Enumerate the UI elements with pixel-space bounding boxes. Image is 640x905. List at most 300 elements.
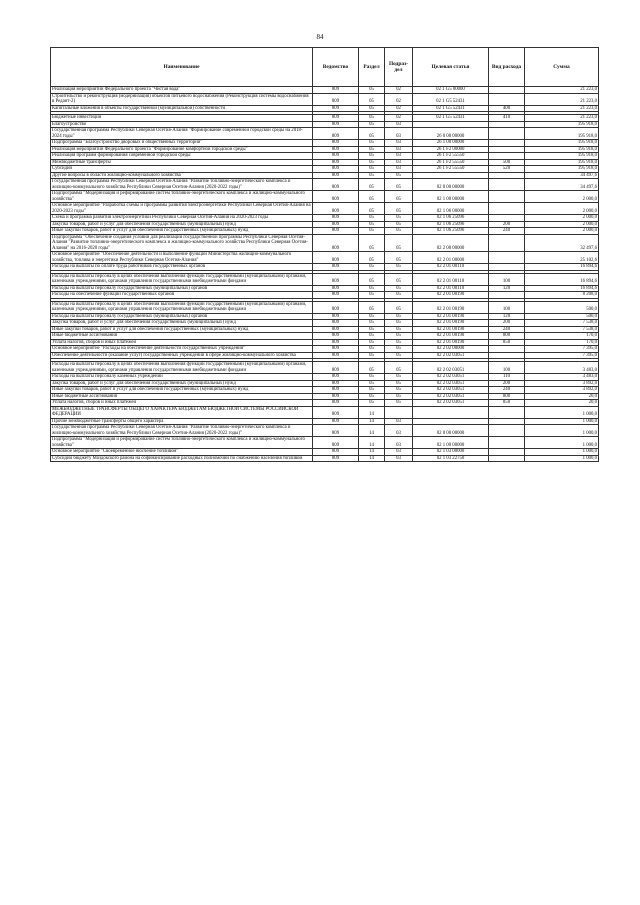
row-target: 02 1 00 00000 [413,191,489,203]
row-dept: 809 [313,425,359,437]
row-sum: 3 892,0 [525,387,599,394]
header-target: Целевая статья [413,48,489,87]
row-target: 02 1 06 25096 [413,215,489,222]
row-sum: 3 483,0 [525,362,599,374]
row-sum: 195 918,0 [525,128,599,140]
row-sum: 1 000,0 [525,449,599,456]
header-sum: Сумма [525,48,599,87]
row-name: Прочие межбюджетные трансферты общего характера [51,418,313,425]
table-row [51,425,599,437]
row-target: 02 2 02 03051 [413,352,489,359]
row-target: 02 2 01 00190 [413,326,489,333]
row-name: Основное мероприятие "Обеспечение деятельности и выполнение функций Министерства жилищно-коммунального хозяйства, топлива и энергетики Республики Северная Осетия-Алания" [51,252,313,264]
row-sum: 16 894,6 [525,273,599,285]
page-number: 84 [316,33,324,41]
row-exptype [489,179,525,191]
row-name: Благоустройство [51,121,313,128]
row-section: 05 [359,301,385,313]
row-dept: 809 [313,115,359,122]
row-sum: 3 892,0 [525,380,599,387]
row-target: 02 1 06 25096 [413,228,489,235]
row-sum: 1 000,0 [525,406,599,418]
row-dept: 809 [313,320,359,327]
row-section: 05 [359,264,385,271]
row-dept: 809 [313,172,359,179]
row-exptype: 100 [489,301,525,313]
row-subsection: 03 [385,121,413,128]
row-subsection: 05 [385,252,413,264]
row-subsection: 03 [385,166,413,173]
row-subsection: 03 [385,455,413,462]
row-dept: 809 [313,203,359,215]
row-section: 05 [359,352,385,359]
row-name: Иные бюджетные ассигнования [51,333,313,340]
row-section: 05 [359,140,385,147]
row-dept: 809 [313,146,359,153]
row-section: 14 [359,418,385,425]
row-section: 05 [359,153,385,160]
table-row [51,179,599,191]
row-exptype: 200 [489,320,525,327]
row-exptype [489,234,525,252]
table-row [51,455,599,462]
row-target: 02 1 03 22750 [413,455,489,462]
row-name: Схема и программа развития электроэнергетики Республики Северная Осетия-Алания на 2020-2023 годы [51,215,313,222]
row-dept: 809 [313,121,359,128]
row-exptype: 410 [489,115,525,122]
row-subsection: 05 [385,362,413,374]
row-section: 05 [359,179,385,191]
row-section: 05 [359,191,385,203]
row-sum: 195 918,0 [525,153,599,160]
row-section: 05 [359,346,385,353]
row-name: Расходы на выплаты персоналу государственных (муниципальных) органов [51,313,313,320]
row-dept: 809 [313,228,359,235]
table-body [51,87,599,462]
row-sum: 195 918,0 [525,159,599,166]
row-subsection: 05 [385,320,413,327]
row-dept: 809 [313,301,359,313]
row-name: Основное мероприятие "Своевременное нюсчение топливом" [51,449,313,456]
row-section: 05 [359,273,385,285]
row-subsection: 03 [385,159,413,166]
row-sum: 7 395,0 [525,352,599,359]
row-section: 05 [359,215,385,222]
row-subsection: 05 [385,292,413,299]
row-name: Расходы на выплаты персоналу в целях обеспечения выполнения функций государственными (муниципальными) органами, казенными учреждениями, органами управления государственными внебюджетными фондами [51,362,313,374]
row-dept: 809 [313,128,359,140]
row-exptype: 100 [489,273,525,285]
row-name: Уплата налогов, сборов и иных платежей [51,400,313,407]
row-sum: 2 000,0 [525,203,599,215]
row-subsection: 03 [385,418,413,425]
row-target: 02 1 G5 00000 [413,87,489,94]
row-dept: 809 [313,449,359,456]
row-name: Бюджетные инвестиции [51,115,313,122]
row-target: 02 2 00 00000 [413,234,489,252]
row-subsection: 05 [385,179,413,191]
row-name: Капитальные вложения в объекты государственной (муниципальной) собственности [51,105,313,112]
row-name: Подпрограмма "Благоустройство дворовых и общественных территорий" [51,140,313,147]
row-section: 05 [359,159,385,166]
row-name: Иные закупки товаров, работ и услуг для обеспечения государственных (муниципальных) нужд [51,228,313,235]
row-sum: 3 483,0 [525,374,599,381]
row-sum: 1 000,0 [525,437,599,449]
row-section: 05 [359,87,385,94]
table-row [51,234,599,252]
row-subsection: 05 [385,374,413,381]
row-dept: 809 [313,285,359,292]
row-exptype: 100 [489,362,525,374]
row-subsection: 03 [385,140,413,147]
row-sum: 195 918,0 [525,140,599,147]
row-subsection: 05 [385,172,413,179]
row-section: 05 [359,387,385,394]
row-section: 14 [359,455,385,462]
header-exptype: Вид расхода [489,48,525,87]
row-target: 26 1 F2 55550 [413,153,489,160]
row-sum: 21 223,0 [525,87,599,94]
row-sum: 1 000,0 [525,418,599,425]
row-subsection: 05 [385,326,413,333]
row-sum: 7 538,0 [525,320,599,327]
row-sum: 7 395,0 [525,346,599,353]
row-section: 05 [359,172,385,179]
row-dept: 809 [313,326,359,333]
row-exptype [489,425,525,437]
row-subsection: 05 [385,313,413,320]
row-sum: 20,0 [525,393,599,400]
row-exptype [489,437,525,449]
row-target: 02 2 01 00110 [413,273,489,285]
row-sum: 2 000,0 [525,221,599,228]
row-dept: 809 [313,105,359,112]
row-section: 14 [359,425,385,437]
row-name: Иные закупки товаров, работ и услуг для обеспечения государственных (муниципальных) нужд [51,387,313,394]
row-dept: 809 [313,406,359,418]
row-subsection: 05 [385,301,413,313]
row-section: 05 [359,400,385,407]
row-target: 26 0 00 00000 [413,128,489,140]
row-dept: 809 [313,252,359,264]
row-exptype [489,128,525,140]
row-dept: 809 [313,166,359,173]
row-sum: 2 000,0 [525,228,599,235]
row-exptype: 800 [489,333,525,340]
row-section: 05 [359,313,385,320]
row-sum: 25 102,6 [525,252,599,264]
row-section: 05 [359,320,385,327]
row-exptype: 400 [489,105,525,112]
budget-table [50,47,599,462]
row-target: 02 2 01 00190 [413,292,489,299]
row-sum: 2 000,0 [525,191,599,203]
row-section: 05 [359,93,385,105]
row-dept: 809 [313,273,359,285]
row-target: 02 1 G5 52431 [413,105,489,112]
row-sum: 195 918,0 [525,146,599,153]
row-sum: 170,0 [525,333,599,340]
row-target: 02 1 03 00000 [413,449,489,456]
row-section: 05 [359,292,385,299]
row-sum: 34 497,6 [525,179,599,191]
row-exptype: 240 [489,228,525,235]
row-exptype: 110 [489,374,525,381]
row-section: 05 [359,362,385,374]
row-exptype: 120 [489,313,525,320]
row-subsection: 05 [385,352,413,359]
row-dept: 809 [313,215,359,222]
row-section: 05 [359,128,385,140]
row-subsection: 05 [385,228,413,235]
row-name: Расходы на выплаты персоналу в целях обеспечения выполнения функций государственными (муниципальными) органами, казенными учреждениями, органами управления государственными внебюджетными фондами [51,301,313,313]
row-section: 05 [359,380,385,387]
row-dept: 809 [313,437,359,449]
table-row [51,252,599,264]
row-name: Уплата налогов, сборов и иных платежей [51,339,313,346]
row-sum: 1 000,0 [525,425,599,437]
row-exptype: 120 [489,285,525,292]
row-exptype [489,455,525,462]
row-section: 05 [359,203,385,215]
table-row [51,273,599,285]
row-subsection: 02 [385,93,413,105]
row-name: Реализация мероприятий Федерального проекта "Чистая вода" [51,87,313,94]
row-target: 02 2 02 03051 [413,380,489,387]
row-subsection: 05 [385,380,413,387]
row-name: Реализация мероприятий Федерального проекта "Формирование комфортной городской среды" [51,146,313,153]
row-name: Строительство и реконструкция (модернизация) объектов питьевого водоснабжения (Реконструкция системы водоснабжения в Редант-2) [51,93,313,105]
row-target: 02 2 01 00190 [413,301,489,313]
row-exptype: 240 [489,387,525,394]
row-dept: 809 [313,140,359,147]
row-name: Основное мероприятие "Разработка схемы и программы развития электроэнергетики Республики Северная Осетия-Алания на 2020-2023 годы" [52,203,311,214]
row-dept: 809 [313,93,359,105]
row-subsection: 05 [385,400,413,407]
row-dept: 809 [313,333,359,340]
row-sum: 16 894,6 [525,264,599,271]
header-subsection: Подраз-дел [385,48,413,87]
row-section: 14 [359,437,385,449]
row-subsection: 02 [385,87,413,94]
row-section: 05 [359,393,385,400]
header-name: Наименование [51,48,313,87]
row-section: 05 [359,121,385,128]
row-dept: 809 [313,393,359,400]
row-sum: 21 223,0 [525,93,599,105]
row-exptype: 520 [489,166,525,173]
row-target: 02 1 G5 52431 [413,115,489,122]
row-exptype [489,191,525,203]
row-dept: 809 [313,191,359,203]
row-name: Государственная программа Республики Северная Осетия-Алания "Развитие топливно-энергетического комплекса и жилищно-коммунального хозяйства Республики Северная Осетия-Алания (2020-2022 годы)" [51,425,313,437]
row-name: Государственная программа Республики Северная Осетия-Алания "Развитие топливно-энергетического комплекса и жилищно-коммунального хозяйства Республики Северная Осетия-Алания (2020-2022 годы)" [51,179,313,191]
row-exptype: 800 [489,393,525,400]
row-dept: 809 [313,418,359,425]
row-dept: 809 [313,362,359,374]
row-target: 02 2 01 00000 [413,252,489,264]
row-sum: 195 918,0 [525,121,599,128]
row-name: Межбюджетные трансферты [51,159,313,166]
row-sum: 20,0 [525,400,599,407]
row-dept: 809 [313,339,359,346]
row-subsection: 02 [385,115,413,122]
row-subsection: 05 [385,339,413,346]
row-name: Подпрограмма "Обеспечение создания условий для реализации государственной программы Республики Северная Осетия-Алания "Развитие топливно-энергетического комплекса и жилищно-коммунального хозяйства Республики Северная Осетия-Алания" на 2016-2020 годы" [51,234,313,252]
row-subsection: 05 [385,264,413,271]
row-target: 02 1 G5 52431 [413,93,489,105]
row-target: 02 2 01 00190 [413,313,489,320]
row-section: 05 [359,228,385,235]
row-dept: 809 [313,221,359,228]
table-row [51,437,599,449]
row-dept: 809 [313,153,359,160]
row-name: Обеспечение деятельности (оказание услуг) государственных учреждений в сфере жилищно-коммунального хозяйства [51,352,313,359]
row-dept: 809 [313,400,359,407]
row-subsection: 05 [385,346,413,353]
row-section: 05 [359,234,385,252]
row-exptype: 850 [489,339,525,346]
row-target: 02 2 02 03051 [413,387,489,394]
row-target: 02 2 02 00000 [413,346,489,353]
row-sum: 1 000,0 [525,455,599,462]
row-target: 02 2 02 03051 [413,374,489,381]
row-target: 02 2 02 03051 [413,362,489,374]
row-exptype: 850 [489,400,525,407]
row-target: 26 1 F2 55550 [413,159,489,166]
table-row [51,301,599,313]
row-target: 02 0 00 00000 [413,425,489,437]
row-subsection: 05 [385,221,413,228]
row-sum: 7 538,0 [525,326,599,333]
row-target: 02 2 01 00110 [413,264,489,271]
row-section: 14 [359,406,385,418]
row-section: 05 [359,285,385,292]
row-name: Расходы на выплаты персоналу в целях обеспечения выполнения функций государственными (муниципальными) органами, казенными учреждениями, органами управления государственными внебюджетными фондами [51,273,313,285]
row-sum: 8 208,0 [525,292,599,299]
row-dept: 809 [313,179,359,191]
row-subsection: 03 [385,128,413,140]
row-name: Расходы на обеспечение функций государственных органов [51,292,313,299]
row-name: Основное мероприятие "Расходы на обеспечение деятельности государственных учреждений" [51,346,313,353]
row-name: Закупка товаров, работ и услуг для обеспечения государственных (муниципальных) нужд [51,320,313,327]
row-exptype [489,252,525,264]
row-section: 05 [359,105,385,112]
row-name: Расходы на выплаты по оплате труда работников государственных органов [51,264,313,271]
row-subsection: 05 [385,393,413,400]
table-row [51,203,599,215]
row-exptype [489,93,525,105]
row-section: 05 [359,339,385,346]
row-subsection: 05 [385,273,413,285]
header-row [51,48,599,87]
row-section: 05 [359,326,385,333]
row-subsection: 05 [385,333,413,340]
row-sum: 170,0 [525,339,599,346]
row-dept: 809 [313,387,359,394]
row-sum: 2 000,0 [525,215,599,222]
row-name: Расходы на выплаты персоналу государственных (муниципальных) органов [51,285,313,292]
row-section: 05 [359,166,385,173]
table-row [51,93,599,105]
row-exptype: 200 [489,380,525,387]
table-row [51,362,599,374]
row-dept: 809 [313,87,359,94]
table-row [51,191,599,203]
row-subsection: 03 [385,153,413,160]
row-target: 02 1 00 00000 [413,437,489,449]
row-name: Реализация программ формирования современной городской среды [51,153,313,160]
row-name: Подпрограмма "Модернизация и реформирование систем топливно-энергетического комплекса и жилищно-коммунального хозяйства" [51,191,313,203]
row-name: Субсидии бюджету Моздокского района на софинансирование расходных полномочий по снабжению населения топливом [51,455,313,462]
row-target: 02 0 00 00000 [413,179,489,191]
row-dept: 809 [313,352,359,359]
row-section: 05 [359,374,385,381]
row-name: МЕЖБЮДЖЕТНЫЕ ТРАНСФЕРТЫ ОБЩЕГО ХАРАКТЕРА БЮДЖЕТАМ БЮДЖЕТНОЙ СИСТЕМЫ РОССИЙСКОЙ ФЕДЕРАЦИИ [51,406,313,418]
row-exptype [489,406,525,418]
row-name: Субсидии [51,166,313,173]
row-subsection: 03 [385,449,413,456]
row-subsection: 03 [385,425,413,437]
row-target: 26 1 F2 00000 [413,146,489,153]
row-subsection: 02 [385,105,413,112]
row-section: 14 [359,449,385,456]
row-exptype: 240 [489,326,525,333]
header-section: Раздел [359,48,385,87]
row-target: 02 2 02 03051 [413,393,489,400]
row-name: Подпрограмма "Модернизация и реформирование систем топливно-энергетического комплекса и жилищно-коммунального хозяйства" [51,437,313,449]
row-name: Закупка товаров, работ и услуг для обеспечения государственных (муниципальных) нужд [51,221,313,228]
row-subsection [385,406,413,418]
row-subsection: 05 [385,387,413,394]
row-exptype: 200 [489,221,525,228]
row-dept: 809 [313,380,359,387]
row-dept: 809 [313,159,359,166]
row-target: 02 2 01 00110 [413,285,489,292]
row-name: Закупка товаров, работ и услуг для обеспечения государственных (муниципальных) нужд [51,380,313,387]
row-dept: 809 [313,292,359,299]
row-dept: 809 [313,234,359,252]
row-target: 02 1 06 25096 [413,221,489,228]
row-section: 05 [359,115,385,122]
row-target: 02 2 01 00190 [413,320,489,327]
row-sum: 16 894,6 [525,285,599,292]
row-name: Расходы на выплаты персоналу казенных учреждений [51,374,313,381]
row-section: 05 [359,333,385,340]
row-dept: 809 [313,313,359,320]
row-section: 05 [359,146,385,153]
header-dept: Ведомство [313,48,359,87]
row-exptype: 500 [489,159,525,166]
row-sum: 500,0 [525,313,599,320]
row-subsection: 05 [385,203,413,215]
row-name: Иные закупки товаров, работ и услуг для обеспечения государственных (муниципальных) нужд [51,326,313,333]
row-section: 05 [359,221,385,228]
row-dept: 809 [313,346,359,353]
row-target: 02 1 06 00000 [413,203,489,215]
row-sum: 34 497,6 [525,172,599,179]
row-subsection: 05 [385,285,413,292]
row-name: Другие вопросы в области жилищно-коммунального хозяйства [51,172,313,179]
row-sum: 21 223,0 [525,115,599,122]
row-sum: 21 223,0 [525,105,599,112]
row-subsection: 05 [385,234,413,252]
row-subsection: 05 [385,191,413,203]
row-sum: 500,0 [525,301,599,313]
table-row [51,406,599,418]
row-target: 02 2 02 03051 [413,400,489,407]
row-section: 05 [359,252,385,264]
